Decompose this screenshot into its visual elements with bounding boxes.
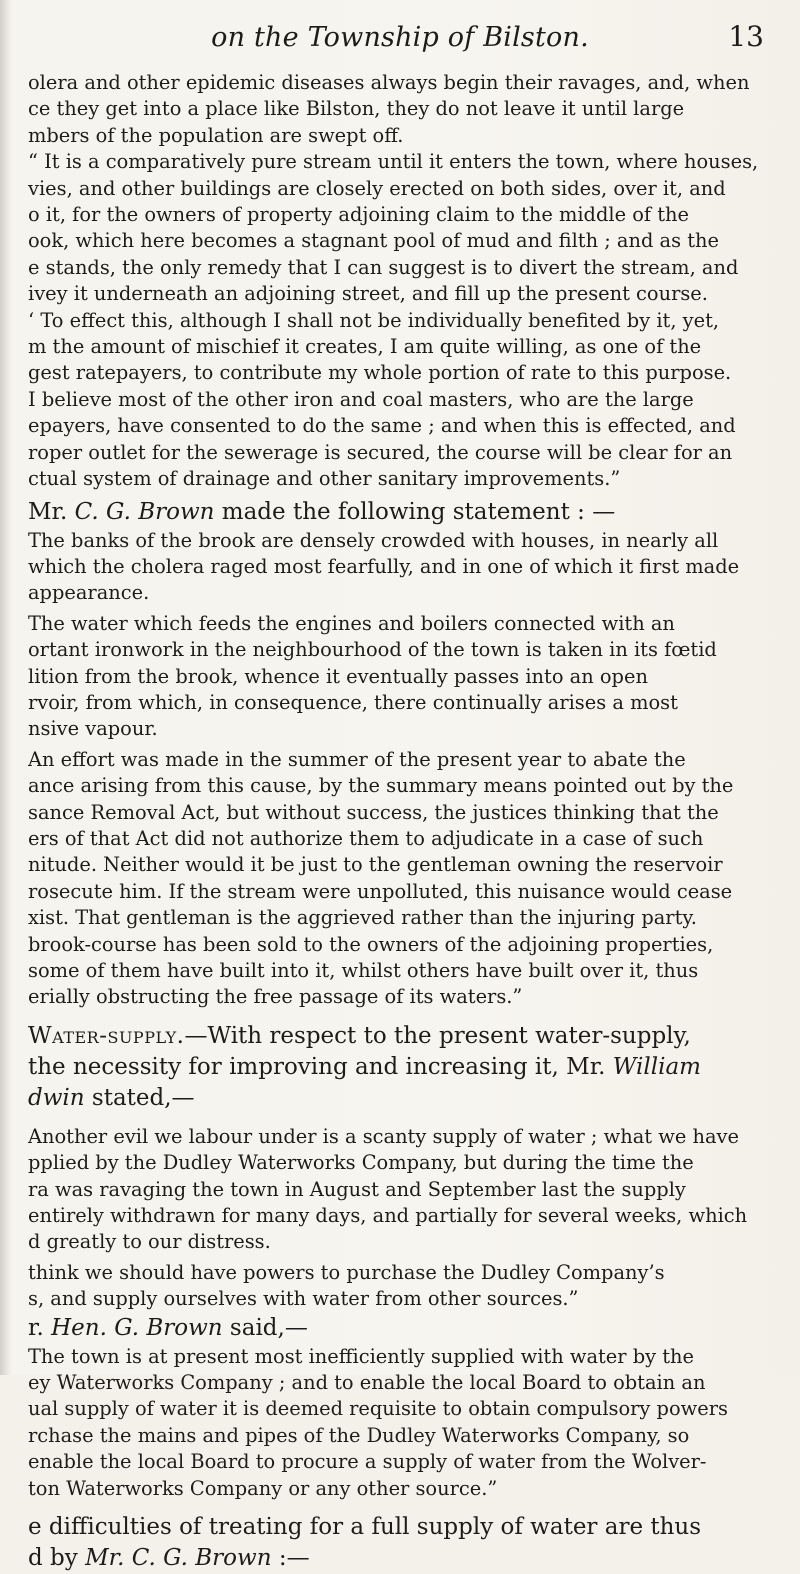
text-line: ance arising from this cause, by the summary means pointed out by the (28, 774, 734, 798)
text-line: o it, for the owners of property adjoining claim to the middle of the (28, 203, 689, 227)
text-line: ers of that Act did not authorize them to adjudicate in a case of such (28, 826, 704, 850)
running-title: on the Township of Bilston. (211, 22, 589, 53)
page-body (28, 70, 776, 1574)
paragraph-purchase-powers (28, 1260, 776, 1313)
text-line: olera and other epidemic diseases always begin their ravages, and, when (28, 71, 750, 94)
text-line: ctual system of drainage and other sanitary improvements.” (28, 467, 621, 491)
text-line: appearance. (28, 581, 150, 605)
text-line: ivey it underneath an adjoining street, and fill up the present course. (28, 282, 708, 306)
text-line (28, 1543, 776, 1574)
speaker-suffix: made the following statement : — (214, 498, 616, 525)
page-number: 13 (728, 20, 764, 53)
text-line: I believe most of the other iron and coal masters, who are the large (28, 387, 694, 411)
text-line: enable the local Board to procure a supply of water from the Wolver- (28, 1450, 707, 1474)
text-line: some of them have built into it, whilst others have built over it, thus (28, 959, 699, 982)
text-line: pplied by the Dudley Waterworks Company, but during the time the (28, 1151, 694, 1175)
speaker-name: C. G. Brown (74, 498, 215, 525)
text-line: rvoir, from which, in consequence, there continually arises a most (28, 690, 678, 714)
paragraph-cholera (28, 70, 776, 149)
text-line: The banks of the brook are densely crowded with houses, in nearly all (28, 528, 719, 552)
text-line: m the amount of mischief it creates, I am quite willing, as one of the (28, 335, 702, 359)
speaker-name: dwin (28, 1084, 85, 1111)
text-line: which the cholera raged most fearfully, and in one of which it first made (28, 554, 740, 578)
text-line: gest ratepayers, to contribute my whole portion of rate to this purpose. (28, 361, 732, 385)
text-line: entirely withdrawn for many days, and partially for several weeks, which (28, 1204, 748, 1228)
paragraph-brook-banks (28, 528, 776, 607)
speaker-heading-cg-brown (28, 497, 776, 528)
section-line (28, 1021, 776, 1052)
text-line: nitude. Neither would it be just to the gentleman owning the reservoir (28, 853, 723, 877)
text-line: e stands, the only remedy that I can suggest is to divert the stream, and (28, 255, 739, 279)
text-line: ton Waterworks Company or any other source.” (28, 1476, 498, 1500)
text-line: erially obstructing the free passage of its waters.” (28, 985, 523, 1009)
speaker-line (28, 497, 776, 528)
text-line: nsive vapour. (28, 717, 158, 741)
page-header (28, 18, 772, 58)
text-line: epayers, have consented to do the same ; and when this is effected, and (28, 414, 736, 438)
text-line: e difficulties of treating for a full supply of water are thus (28, 1514, 702, 1541)
text-line: The water which feeds the engines and boilers connected with an (28, 611, 675, 635)
paragraph-difficulties (28, 1512, 776, 1574)
text-line: ra was ravaging the town in August and September last the supply (28, 1177, 686, 1201)
binding-shadow (0, 0, 10, 1375)
speaker-name: William (612, 1053, 701, 1080)
speaker-prefix: r. (28, 1314, 52, 1341)
speaker-suffix: said,— (222, 1314, 308, 1341)
text-line: ey Waterworks Company ; and to enable the local Board to obtain an (28, 1371, 706, 1395)
section-line (28, 1083, 776, 1114)
paragraph-engine-water (28, 611, 776, 743)
paragraph-stream (28, 149, 776, 307)
paragraph-inefficient-supply (28, 1344, 776, 1502)
speaker-name: Hen. G. Brown (51, 1314, 223, 1341)
text-line: rchase the mains and pipes of the Dudley Waterworks Company, so (28, 1423, 690, 1447)
text-line: Another evil we labour under is a scanty supply of water ; what we have (28, 1124, 739, 1148)
text-line: ook, which here becomes a stagnant pool of mud and filth ; and as the (28, 229, 719, 253)
text-line: ual supply of water it is deemed requisite to obtain compulsory powers (28, 1397, 728, 1421)
section-water-supply (28, 1021, 776, 1114)
speaker-line (28, 1313, 776, 1344)
text-line: d greatly to our distress. (28, 1230, 271, 1254)
paragraph-scanty-supply (28, 1124, 776, 1256)
speaker-heading-hen-brown (28, 1313, 776, 1344)
text-line: The town is at present most inefficiently supplied with water by the (28, 1344, 694, 1368)
section-text: —With respect to the present water-supply, (184, 1022, 691, 1049)
line-prefix: d by (28, 1545, 86, 1572)
text-line: roper outlet for the sewerage is secured, the course will be clear for an (28, 440, 733, 464)
text-line: vies, and other buildings are closely erected on both sides, over it, and (28, 176, 726, 200)
text-line: ‘ To effect this, although I shall not be individually benefited by it, yet, (28, 308, 720, 332)
text-line: ce they get into a place like Bilston, they do not leave it until large (28, 97, 685, 121)
speaker-name: Mr. C. G. Brown (85, 1545, 272, 1572)
text-line: sance Removal Act, but without success, the justices thinking that the (28, 800, 719, 824)
text-line: ortant ironwork in the neighbourhood of the town is taken in its fœtid (28, 638, 717, 662)
section-text: the necessity for improving and increasing it, Mr. (28, 1053, 613, 1080)
paragraph-nuisance (28, 747, 776, 1011)
text-line: “ It is a comparatively pure stream until it enters the town, where houses, (28, 150, 759, 174)
paragraph-ratepayers (28, 308, 776, 493)
text-line: s, and supply ourselves with water from other sources.” (28, 1287, 579, 1311)
text-line: An effort was made in the summer of the present year to abate the (28, 747, 686, 771)
text-line: brook-course has been sold to the owners of the adjoining properties, (28, 932, 714, 956)
section-head: Water-supply. (28, 1022, 185, 1049)
text-line: lition from the brook, whence it eventually passes into an open (28, 664, 648, 688)
section-text: stated,— (84, 1084, 195, 1111)
speaker-prefix: Mr. (28, 498, 75, 525)
text-line: think we should have powers to purchase the Dudley Company’s (28, 1260, 665, 1284)
section-line (28, 1052, 776, 1083)
text-line: xist. That gentleman is the aggrieved rather than the injuring party. (28, 906, 697, 930)
line-suffix: :— (271, 1545, 310, 1572)
text-line: mbers of the population are swept off. (28, 123, 404, 147)
text-line: rosecute him. If the stream were unpolluted, this nuisance would cease (28, 879, 733, 903)
